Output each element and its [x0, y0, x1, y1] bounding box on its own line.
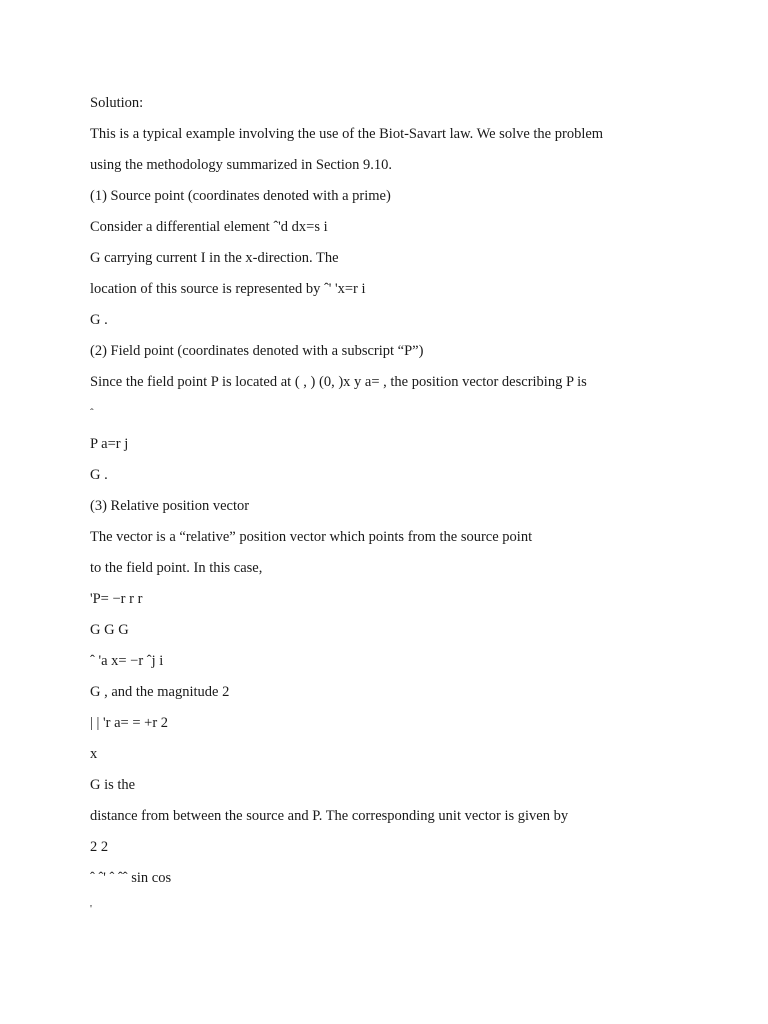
text-line: to the field point. In this case,	[90, 560, 263, 576]
document-page	[90, 93, 730, 930]
text-line: location of this source is represented by ˆ' 'x=r i	[90, 281, 366, 297]
text-line: G , and the magnitude 2	[90, 684, 230, 700]
text-line: ˆ	[90, 407, 94, 419]
text-line: Consider a differential element ˆ'd dx=s i	[90, 219, 328, 235]
text-line: (2) Field point (coordinates denoted with a subscript “P”)	[90, 343, 424, 359]
text-line: G is the	[90, 777, 136, 793]
text-line: x	[90, 746, 98, 762]
text-line: ˆ ˆ' ˆ ˆˆ sin cos	[90, 870, 172, 886]
text-line: (3) Relative position vector	[90, 498, 250, 514]
text-line: P a=r j	[90, 436, 129, 452]
text-line: distance from between the source and P. The corresponding unit vector is given by	[90, 808, 569, 824]
text-line: 'P= −r r r	[90, 591, 143, 607]
text-line: G G G	[90, 622, 129, 638]
text-line: This is a typical example involving the use of the Biot-Savart law. We solve the problem	[90, 126, 604, 142]
text-line: using the methodology summarized in Section 9.10.	[90, 157, 393, 173]
text-line: | | 'r a= = +r 2	[90, 715, 169, 731]
text-line: (1) Source point (coordinates denoted with a prime)	[90, 188, 391, 204]
text-line: The vector is a “relative” position vector which points from the source point	[90, 529, 533, 545]
text-line: G .	[90, 312, 108, 328]
text-line: ˆ 'a x= −r ˆj i	[90, 653, 164, 669]
text-line: '	[90, 903, 92, 915]
text-line: G .	[90, 467, 108, 483]
text-line: 2 2	[90, 839, 109, 855]
text-line: G carrying current I in the x-direction. The	[90, 250, 339, 266]
text-line: Since the field point P is located at ( , ) (0, )x y a= , the position vector describing P is	[90, 374, 587, 390]
text-line: Solution:	[90, 95, 144, 111]
